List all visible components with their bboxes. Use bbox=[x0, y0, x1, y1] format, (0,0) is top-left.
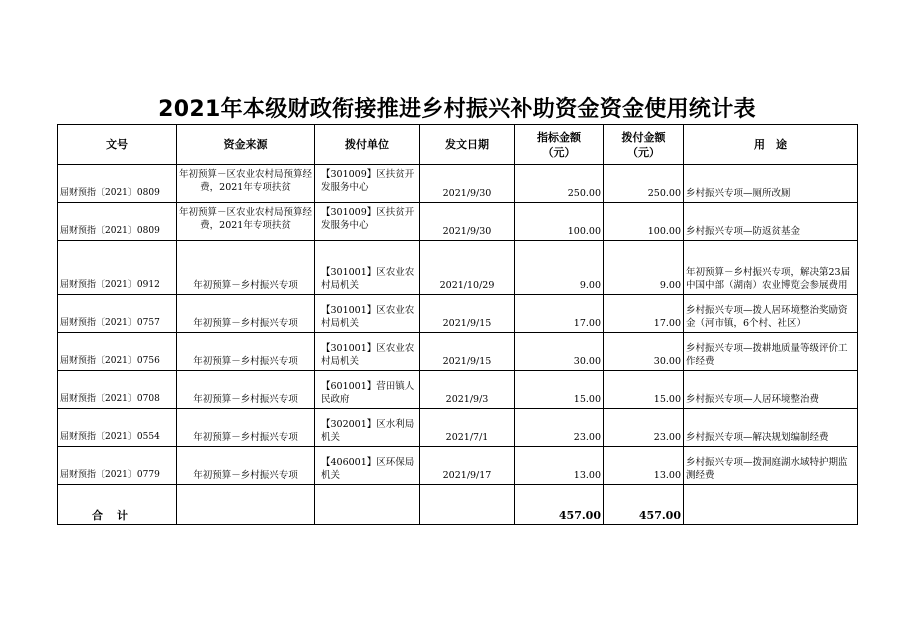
unit-cell: 【301001】区农业农村局机关 bbox=[315, 241, 420, 295]
header-paid-line1: 拨付金额 bbox=[621, 130, 666, 144]
doc-no-cell: 屈财预指〔2021〕0809 bbox=[58, 165, 177, 203]
target-amount-cell: 9.00 bbox=[515, 241, 604, 295]
use-cell: 乡村振兴专项—拨人居环境整治奖励资金（河市镇，6个村、社区） bbox=[684, 295, 858, 333]
table-row bbox=[58, 241, 858, 295]
use-cell: 乡村振兴专项—厕所改厕 bbox=[684, 165, 858, 203]
funds-table bbox=[57, 124, 858, 525]
date-cell: 2021/9/17 bbox=[420, 447, 515, 485]
header-paid-line2: （元） bbox=[627, 145, 660, 159]
date-cell: 2021/9/3 bbox=[420, 371, 515, 409]
target-amount-cell: 250.00 bbox=[515, 165, 604, 203]
date-cell: 2021/9/15 bbox=[420, 295, 515, 333]
date-cell: 2021/9/15 bbox=[420, 333, 515, 371]
table-row bbox=[58, 333, 858, 371]
use-cell: 乡村振兴专项—解决规划编制经费 bbox=[684, 409, 858, 447]
header-target-line1: 指标金额 bbox=[537, 130, 581, 144]
paid-amount-cell: 30.00 bbox=[604, 333, 684, 371]
header-doc-no: 文号 bbox=[58, 125, 177, 165]
page-title: 2021年本级财政衔接推进乡村振兴补助资金资金使用统计表 bbox=[158, 97, 756, 122]
date-cell: 2021/9/30 bbox=[420, 165, 515, 203]
unit-cell: 【406001】区环保局机关 bbox=[315, 447, 420, 485]
unit-cell: 【302001】区水利局机关 bbox=[315, 409, 420, 447]
date-cell: 2021/9/30 bbox=[420, 203, 515, 241]
unit-cell: 【301009】区扶贫开发服务中心 bbox=[315, 203, 420, 241]
header-source: 资金来源 bbox=[177, 125, 315, 165]
table-row bbox=[58, 371, 858, 409]
use-cell: 乡村振兴专项—拨耕地质量等级评价工作经费 bbox=[684, 333, 858, 371]
unit-cell: 【301001】区农业农村局机关 bbox=[315, 295, 420, 333]
date-cell: 2021/7/1 bbox=[420, 409, 515, 447]
total-empty-cell bbox=[684, 485, 858, 525]
doc-no-cell: 屈财预指〔2021〕0554 bbox=[58, 409, 177, 447]
source-cell: 年初预算－乡村振兴专项 bbox=[177, 447, 315, 485]
unit-cell: 【301001】区农业农村局机关 bbox=[315, 333, 420, 371]
header-row bbox=[58, 125, 858, 165]
header-target bbox=[515, 125, 604, 165]
target-amount-cell: 100.00 bbox=[515, 203, 604, 241]
table-row bbox=[58, 295, 858, 333]
doc-no-cell: 屈财预指〔2021〕0708 bbox=[58, 371, 177, 409]
date-cell: 2021/10/29 bbox=[420, 241, 515, 295]
use-cell: 乡村振兴专项—人居环境整治费 bbox=[684, 371, 858, 409]
unit-cell: 【301009】区扶贫开发服务中心 bbox=[315, 165, 420, 203]
header-paid bbox=[604, 125, 684, 165]
header-use: 用 途 bbox=[684, 125, 858, 165]
use-cell: 乡村振兴专项—防返贫基金 bbox=[684, 203, 858, 241]
paid-amount-cell: 250.00 bbox=[604, 165, 684, 203]
header-target-line2: （元） bbox=[542, 145, 576, 159]
target-amount-cell: 23.00 bbox=[515, 409, 604, 447]
paid-amount-cell: 9.00 bbox=[604, 241, 684, 295]
total-empty-cell bbox=[177, 485, 315, 525]
paid-amount-cell: 15.00 bbox=[604, 371, 684, 409]
table-row bbox=[58, 409, 858, 447]
source-cell: 年初预算－乡村振兴专项 bbox=[177, 333, 315, 371]
doc-no-cell: 屈财预指〔2021〕0912 bbox=[58, 241, 177, 295]
use-cell: 年初预算－乡村振兴专项，解决第23届中国中部（湖南）农业博览会参展费用 bbox=[684, 241, 858, 295]
source-cell: 年初预算－乡村振兴专项 bbox=[177, 295, 315, 333]
paid-amount-cell: 23.00 bbox=[604, 409, 684, 447]
table-row bbox=[58, 165, 858, 203]
use-cell: 乡村振兴专项—拨洞庭湖水域特护期监测经费 bbox=[684, 447, 858, 485]
header-unit: 拨付单位 bbox=[315, 125, 420, 165]
table-row bbox=[58, 203, 858, 241]
target-amount-cell: 13.00 bbox=[515, 447, 604, 485]
table-row bbox=[58, 447, 858, 485]
header-date: 发文日期 bbox=[420, 125, 515, 165]
total-empty-cell bbox=[315, 485, 420, 525]
total-paid-cell: 457.00 bbox=[604, 485, 684, 525]
source-cell: 年初预算－区农业农村局预算经费，2021年专项扶贫 bbox=[177, 203, 315, 241]
source-cell: 年初预算－区农业农村局预算经费，2021年专项扶贫 bbox=[177, 165, 315, 203]
source-cell: 年初预算－乡村振兴专项 bbox=[177, 371, 315, 409]
target-amount-cell: 15.00 bbox=[515, 371, 604, 409]
doc-no-cell: 屈财预指〔2021〕0809 bbox=[58, 203, 177, 241]
total-empty-cell bbox=[420, 485, 515, 525]
paid-amount-cell: 13.00 bbox=[604, 447, 684, 485]
doc-no-cell: 屈财预指〔2021〕0756 bbox=[58, 333, 177, 371]
paid-amount-cell: 17.00 bbox=[604, 295, 684, 333]
source-cell: 年初预算－乡村振兴专项 bbox=[177, 241, 315, 295]
doc-no-cell: 屈财预指〔2021〕0779 bbox=[58, 447, 177, 485]
unit-cell: 【601001】营田镇人民政府 bbox=[315, 371, 420, 409]
target-amount-cell: 17.00 bbox=[515, 295, 604, 333]
total-label: 合计 bbox=[58, 485, 177, 525]
target-amount-cell: 30.00 bbox=[515, 333, 604, 371]
source-cell: 年初预算－乡村振兴专项 bbox=[177, 409, 315, 447]
total-row bbox=[58, 485, 858, 525]
total-target-cell: 457.00 bbox=[515, 485, 604, 525]
doc-no-cell: 屈财预指〔2021〕0757 bbox=[58, 295, 177, 333]
paid-amount-cell: 100.00 bbox=[604, 203, 684, 241]
